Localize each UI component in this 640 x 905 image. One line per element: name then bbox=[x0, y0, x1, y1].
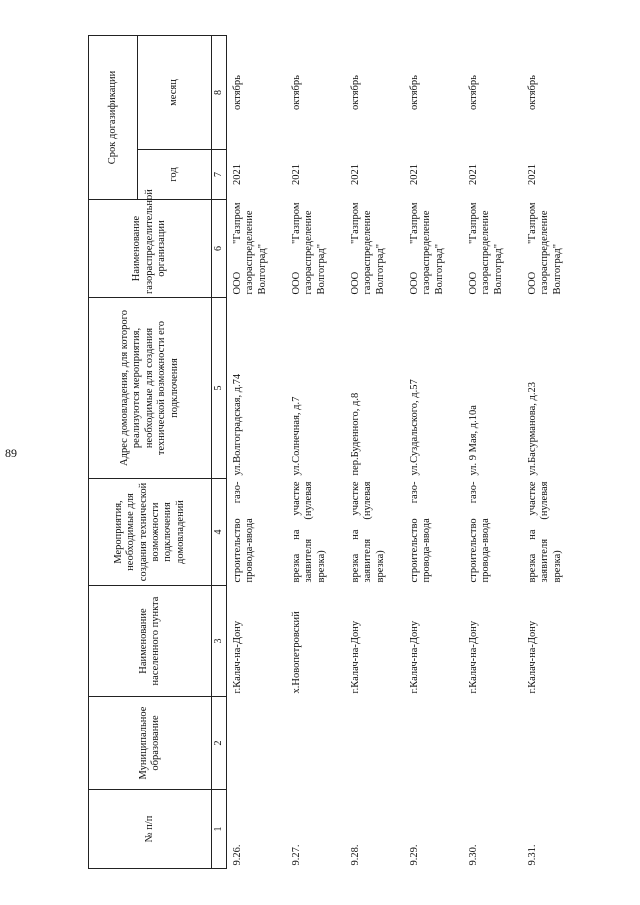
row-municipality bbox=[286, 697, 345, 790]
gasification-table bbox=[88, 35, 581, 869]
col-number: 8 bbox=[212, 35, 227, 149]
row-number: 9.28. bbox=[349, 844, 361, 866]
col-header-org: Наименование газораспределительной организации bbox=[89, 200, 212, 298]
row-org: ООО "Газпром газораспределение Волгоград" bbox=[349, 202, 386, 295]
row-settlement: г.Калач-на-Дону bbox=[231, 620, 243, 694]
row-month: октябрь bbox=[290, 75, 302, 110]
row-measure: врезка на участке заявителя (нулевая врезка) bbox=[290, 481, 327, 583]
row-settlement: г.Калач-на-Дону bbox=[349, 620, 361, 694]
row-address: ул. 9 Мая, д.10а bbox=[467, 405, 479, 476]
table-row bbox=[226, 35, 286, 868]
row-month: октябрь bbox=[408, 75, 420, 110]
row-municipality bbox=[226, 697, 286, 790]
row-month: октябрь bbox=[231, 75, 243, 110]
col-header-address: Адрес домовладения, для которого реализуются мероприятия, необходимые для создания технической возможности его подключения bbox=[89, 298, 212, 479]
row-settlement: х.Новопетровский bbox=[290, 611, 302, 694]
row-municipality bbox=[522, 697, 581, 790]
table-row bbox=[404, 35, 463, 868]
col-header-deadline: Срок догазификации bbox=[89, 35, 138, 199]
col-number: 2 bbox=[212, 697, 227, 790]
col-header-year: год bbox=[138, 150, 212, 200]
table-row bbox=[286, 35, 345, 868]
row-measure: врезка на участке заявителя (нулевая врезка) bbox=[349, 481, 386, 583]
row-address: ул.Басурманова, д.23 bbox=[526, 381, 538, 476]
row-org: ООО "Газпром газораспределение Волгоград" bbox=[408, 202, 445, 295]
row-settlement: г.Калач-на-Дону bbox=[526, 620, 538, 694]
row-month: октябрь bbox=[349, 75, 361, 110]
col-header-num: № п/п bbox=[89, 790, 212, 869]
row-year: 2021 bbox=[467, 164, 479, 185]
row-address: пер.Буденного, д.8 bbox=[349, 392, 361, 476]
row-year: 2021 bbox=[290, 164, 302, 185]
col-number: 4 bbox=[212, 479, 227, 586]
row-org: ООО "Газпром газораспределение Волгоград" bbox=[290, 202, 327, 295]
row-municipality bbox=[404, 697, 463, 790]
row-number: 9.30. bbox=[467, 844, 479, 866]
row-measure: строительство газо-провода-ввода bbox=[408, 481, 433, 583]
row-month: октябрь bbox=[467, 75, 479, 110]
row-measure: строительство газо-провода-ввода bbox=[467, 481, 492, 583]
row-address: ул.Волгоградская, д.74 bbox=[231, 373, 243, 476]
row-year: 2021 bbox=[231, 164, 243, 185]
row-number: 9.29. bbox=[408, 844, 420, 866]
rotated-table-container bbox=[88, 36, 563, 869]
col-header-measures: Мероприятия, необходимые для создания технической возможности подключения домовладений bbox=[89, 479, 212, 586]
header-row-1 bbox=[89, 35, 138, 868]
row-measure: строительство газо-провода-ввода bbox=[231, 481, 256, 583]
col-number: 5 bbox=[212, 298, 227, 479]
row-year: 2021 bbox=[526, 164, 538, 185]
col-header-month: месяц bbox=[138, 35, 212, 149]
row-number: 9.26. bbox=[231, 844, 243, 866]
column-numbers-row bbox=[212, 35, 227, 868]
row-measure: врезка на участке заявителя (нулевая врезка) bbox=[526, 481, 563, 583]
table-row bbox=[522, 35, 581, 868]
row-org: ООО "Газпром газораспределение Волгоград" bbox=[526, 202, 563, 295]
col-header-municipality: Муниципальное образование bbox=[89, 697, 212, 790]
row-year: 2021 bbox=[408, 164, 420, 185]
col-number: 7 bbox=[212, 150, 227, 200]
col-number: 3 bbox=[212, 586, 227, 697]
row-address: ул.Солнечная, д.7 bbox=[290, 396, 302, 476]
row-address: ул.Суздальского, д.57 bbox=[408, 379, 420, 476]
col-header-settlement: Наименование населенного пункта bbox=[89, 586, 212, 697]
table-row bbox=[345, 35, 404, 868]
page-number: 89 bbox=[5, 446, 17, 460]
row-municipality bbox=[345, 697, 404, 790]
row-settlement: г.Калач-на-Дону bbox=[467, 620, 479, 694]
row-municipality bbox=[463, 697, 522, 790]
row-number: 9.31. bbox=[526, 844, 538, 866]
row-month: октябрь bbox=[526, 75, 538, 110]
row-org: ООО "Газпром газораспределение Волгоград" bbox=[467, 202, 504, 295]
row-number: 9.27. bbox=[290, 844, 302, 866]
row-year: 2021 bbox=[349, 164, 361, 185]
row-org: ООО "Газпром газораспределение Волгоград" bbox=[231, 202, 268, 295]
col-number: 1 bbox=[212, 790, 227, 869]
row-settlement: г.Калач-на-Дону bbox=[408, 620, 420, 694]
col-number: 6 bbox=[212, 200, 227, 298]
table-row bbox=[463, 35, 522, 868]
